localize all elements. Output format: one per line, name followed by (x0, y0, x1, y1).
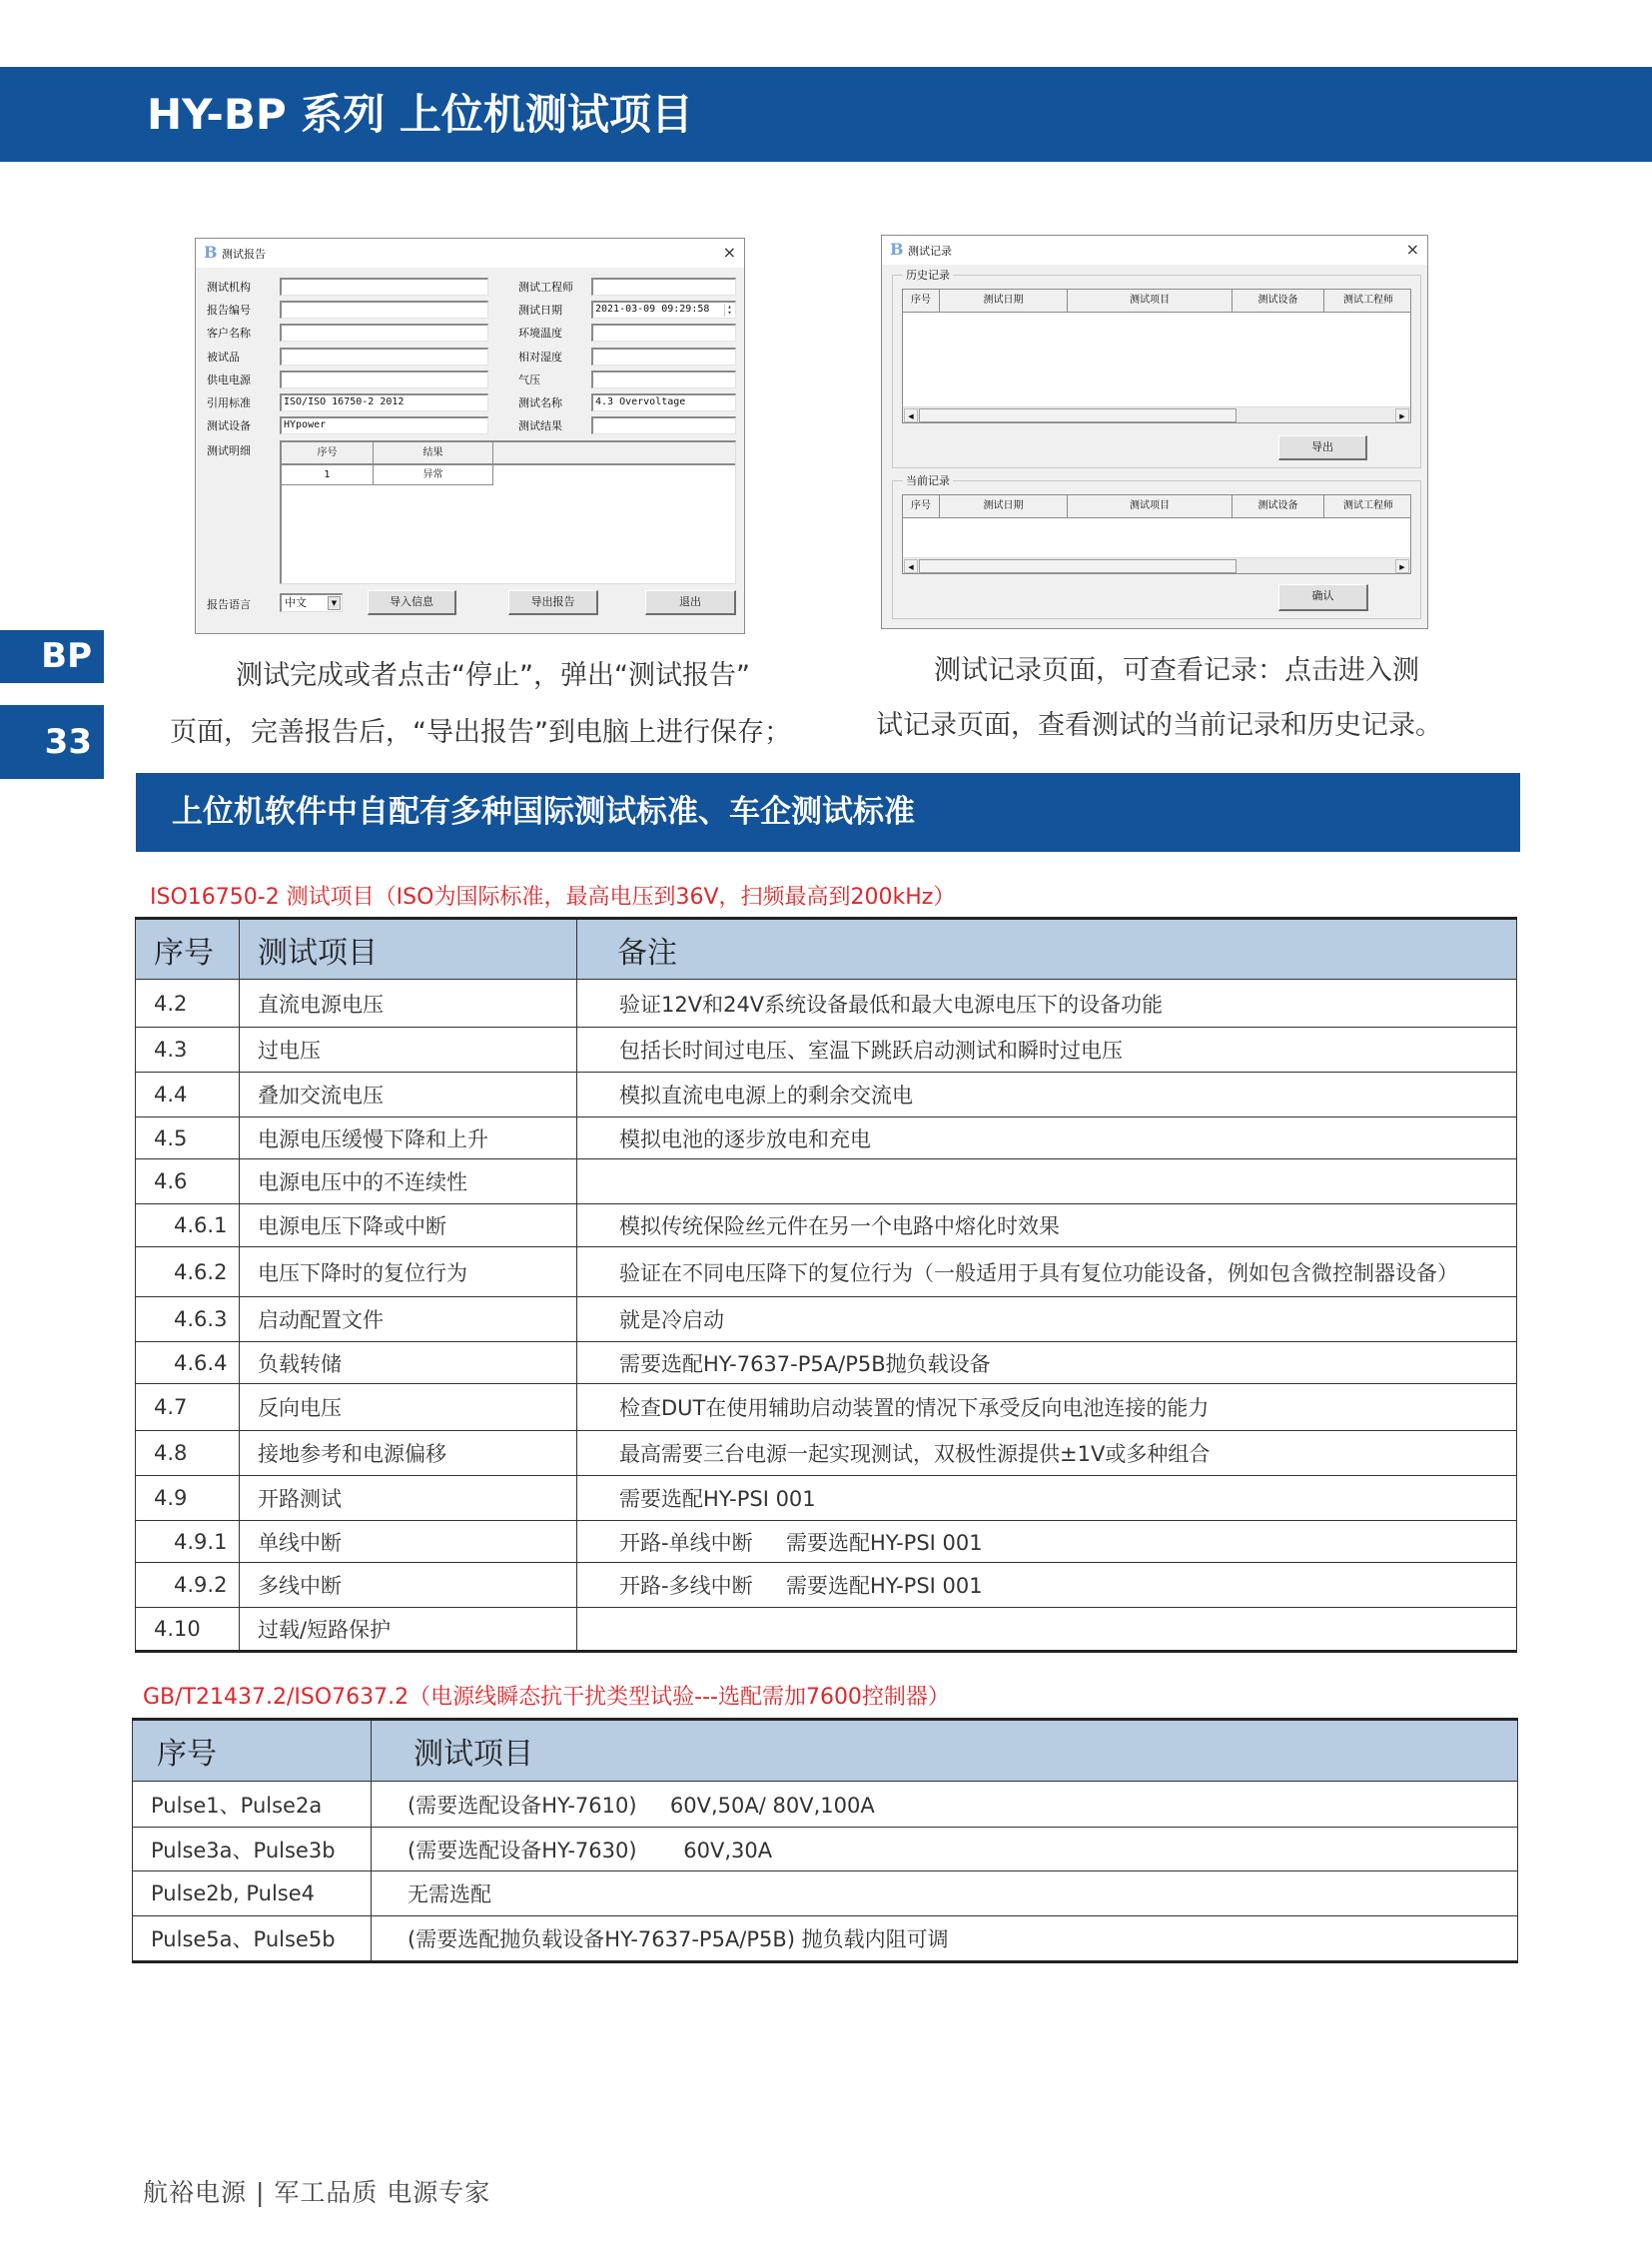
cell-note: 模拟电池的逐步放电和充电 (577, 1118, 1517, 1159)
col-header-note: 备注 (577, 919, 1517, 980)
cell-no: 4.9.2 (136, 1563, 240, 1608)
table-row (136, 1431, 1517, 1476)
test-records-dialog (881, 235, 1428, 629)
table-row (136, 1384, 1517, 1431)
current-records-group (892, 474, 1421, 619)
cell-no: Pulse2b, Pulse4 (133, 1871, 372, 1916)
iso7637-caption: GB/T21437.2/ISO7637.2（电源线瞬态抗干扰类型试验---选配需加7600控制器） (143, 1685, 950, 1710)
export-button[interactable]: 导出 (1278, 435, 1367, 460)
cell-no: Pulse1、Pulse2a (133, 1782, 372, 1828)
language-value: 中文 (285, 596, 307, 609)
humidity-input[interactable] (591, 348, 736, 366)
cell-no: 4.7 (136, 1384, 240, 1431)
field-label: 测试机构 (207, 281, 251, 294)
iso7637-table (132, 1718, 1518, 1963)
scrollbar-thumb[interactable] (919, 408, 1237, 422)
field-label: 测试工程师 (518, 281, 573, 294)
cell-item: 接地参考和电源偏移 (240, 1431, 577, 1476)
cell-no: 4.6 (136, 1159, 240, 1204)
cell-item: 电源电压下降或中断 (240, 1204, 577, 1247)
table-row (136, 1028, 1517, 1073)
cell-item: 启动配置文件 (240, 1297, 577, 1342)
cell-no: 4.3 (136, 1028, 240, 1073)
test-date-picker[interactable] (591, 301, 736, 319)
dialog-title: 测试报告 (222, 248, 266, 261)
cell-note: 最高需要三台电源一起实现测试，双极性源提供±1V或多种组合 (577, 1431, 1517, 1476)
dut-input[interactable] (280, 348, 488, 366)
scroll-right-icon[interactable]: ▶ (1395, 408, 1409, 422)
section-title: 上位机软件中自配有多种国际测试标准、车企测试标准 (172, 794, 915, 830)
export-report-button[interactable]: 导出报告 (508, 590, 598, 615)
page-number-badge: 33 (0, 705, 104, 779)
engineer-input[interactable] (591, 278, 736, 296)
history-records-group (892, 269, 1421, 468)
cell-item: (需要选配设备HY-7630) 60V,30A (372, 1828, 1518, 1871)
power-supply-input[interactable] (280, 371, 488, 388)
col-header-no: 序号 (136, 919, 240, 980)
cell-item: (需要选配设备HY-7610) 60V,50A/ 80V,100A (372, 1782, 1518, 1828)
history-records-list[interactable] (902, 289, 1411, 423)
cell-item: 无需选配 (372, 1871, 1518, 1916)
horizontal-scrollbar[interactable] (903, 406, 1410, 422)
table-row (136, 1073, 1517, 1118)
report-caption-line2: 页面，完善报告后，“导出报告”到电脑上进行保存； (170, 717, 791, 748)
app-b-icon: B (890, 240, 904, 259)
col-header-equipment[interactable]: 测试设备 (1233, 290, 1324, 313)
col-header-no: 序号 (133, 1720, 372, 1782)
cell-no: 4.9 (136, 1476, 240, 1521)
table-row (133, 1916, 1518, 1962)
col-header-engineer[interactable]: 测试工程师 (1324, 290, 1411, 313)
test-name-input[interactable]: 4.3 Overvoltage (591, 393, 736, 411)
cell-note: 模拟传统保险丝元件在另一个电路中熔化时效果 (577, 1204, 1517, 1247)
iso16750-caption: ISO16750-2 测试项目（ISO为国际标准，最高电压到36V，扫频最高到200kHz） (150, 885, 956, 910)
cell-no: 4.6.4 (136, 1342, 240, 1384)
col-header-no[interactable]: 序号 (903, 290, 940, 313)
field-label: 引用标准 (207, 396, 251, 409)
col-header-date[interactable]: 测试日期 (940, 290, 1068, 313)
exit-button[interactable]: 退出 (645, 590, 736, 615)
table-row (136, 1118, 1517, 1159)
history-group-label: 历史记录 (903, 267, 953, 283)
field-label: 客户名称 (207, 327, 251, 340)
dialog-title: 测试记录 (908, 245, 952, 258)
records-caption-line1: 测试记录页面，可查看记录：点击进入测 (934, 655, 1419, 686)
cell-note: 检查DUT在使用辅助启动装置的情况下承受反向电池连接的能力 (577, 1384, 1517, 1431)
scroll-right-icon[interactable]: ▶ (1395, 559, 1409, 573)
cell-note: 包括长时间过电压、室温下跳跃启动测试和瞬时过电压 (577, 1028, 1517, 1073)
page-title: HY-BP 系列 上位机测试项目 (147, 90, 693, 139)
records-caption-line2: 试记录页面，查看测试的当前记录和历史记录。 (876, 710, 1442, 741)
grid-cell-result[interactable]: 异常 (374, 465, 493, 485)
cell-item: 开路测试 (240, 1476, 577, 1521)
import-info-button[interactable]: 导入信息 (368, 590, 456, 615)
dropdown-arrow-icon[interactable]: ▼ (328, 596, 341, 610)
cell-no: 4.10 (136, 1608, 240, 1652)
footer-slogan: 航裕电源 | 军工品质 电源专家 (143, 2178, 491, 2207)
language-label: 报告语言 (207, 598, 251, 611)
field-label: 测试日期 (518, 304, 562, 317)
iso16750-table (135, 917, 1517, 1653)
dialog-titlebar (882, 236, 1427, 265)
col-header-no[interactable]: 序号 (903, 495, 940, 518)
field-label: 测试设备 (207, 419, 251, 432)
detail-label: 测试明细 (207, 444, 251, 457)
cell-note: 开路-多线中断 需要选配HY-PSI 001 (577, 1563, 1517, 1608)
spin-updown-icon[interactable]: ▴ ▾ (724, 304, 734, 317)
cell-no: Pulse3a、Pulse3b (133, 1828, 372, 1871)
cell-note (577, 1608, 1517, 1652)
detail-grid[interactable] (280, 440, 736, 584)
cell-note: 需要选配HY-PSI 001 (577, 1476, 1517, 1521)
table-row (133, 1828, 1518, 1871)
report-number-input[interactable] (280, 301, 488, 319)
field-label: 环境温度 (518, 327, 562, 340)
temperature-input[interactable] (591, 324, 736, 342)
cell-no: 4.8 (136, 1431, 240, 1476)
cell-no: Pulse5a、Pulse5b (133, 1916, 372, 1962)
confirm-button[interactable]: 确认 (1278, 584, 1368, 611)
table-row (136, 1563, 1517, 1608)
cell-item: 电源电压缓慢下降和上升 (240, 1118, 577, 1159)
cell-no: 4.2 (136, 980, 240, 1028)
cell-note: 模拟直流电电源上的剩余交流电 (577, 1073, 1517, 1118)
grid-header-no[interactable]: 序号 (282, 442, 374, 465)
cell-item: 直流电源电压 (240, 980, 577, 1028)
cell-note: 开路-单线中断 需要选配HY-PSI 001 (577, 1521, 1517, 1563)
language-select[interactable] (280, 593, 343, 612)
dialog-titlebar (196, 239, 744, 268)
cell-item: 过载/短路保护 (240, 1608, 577, 1652)
cell-item: 电源电压中的不连续性 (240, 1159, 577, 1204)
cell-no: 4.6.2 (136, 1247, 240, 1297)
scroll-left-icon[interactable]: ◀ (904, 408, 918, 422)
table-row (133, 1871, 1518, 1916)
test-org-input[interactable] (280, 278, 488, 296)
field-label: 相对湿度 (518, 351, 562, 364)
close-icon[interactable]: × (1405, 240, 1419, 259)
col-header-item: 测试项目 (372, 1720, 1518, 1782)
table-row (136, 1342, 1517, 1384)
table-row (136, 1297, 1517, 1342)
table-row (136, 1159, 1517, 1204)
pressure-input[interactable] (591, 371, 736, 388)
series-badge: BP (0, 630, 104, 683)
table-row (136, 1204, 1517, 1247)
cell-note: 就是冷启动 (577, 1297, 1517, 1342)
cell-item: 负载转储 (240, 1342, 577, 1384)
cell-note: 验证在不同电压降下的复位行为（一般适用于具有复位功能设备，例如包含微控制器设备） (577, 1247, 1517, 1297)
cell-no: 4.5 (136, 1118, 240, 1159)
test-result-input[interactable] (591, 416, 736, 434)
cell-note (577, 1159, 1517, 1204)
field-label: 测试结果 (518, 419, 562, 432)
current-group-label: 当前记录 (903, 472, 953, 488)
cell-item: 过电压 (240, 1028, 577, 1073)
table-row (136, 1521, 1517, 1563)
cell-item: (需要选配抛负载设备HY-7637-P5A/P5B) 抛负载内阻可调 (372, 1916, 1518, 1962)
col-header-date[interactable]: 测试日期 (940, 495, 1068, 518)
grid-header-result[interactable]: 结果 (374, 442, 493, 465)
col-header-engineer[interactable]: 测试工程师 (1324, 495, 1411, 518)
field-label: 供电电源 (207, 374, 251, 386)
scrollbar-thumb[interactable] (919, 559, 1237, 573)
cell-no: 4.6.3 (136, 1297, 240, 1342)
cell-item: 电压下降时的复位行为 (240, 1247, 577, 1297)
field-label: 报告编号 (207, 304, 251, 317)
cell-note: 验证12V和24V系统设备最低和最大电源电压下的设备功能 (577, 980, 1517, 1028)
app-b-icon: B (204, 243, 218, 262)
cell-item: 反向电压 (240, 1384, 577, 1431)
col-header-equipment[interactable]: 测试设备 (1233, 495, 1324, 518)
cell-item: 叠加交流电压 (240, 1073, 577, 1118)
cell-note: 需要选配HY-7637-P5A/P5B抛负载设备 (577, 1342, 1517, 1384)
field-label: 测试名称 (518, 396, 562, 409)
table-row (136, 1247, 1517, 1297)
col-header-item[interactable]: 测试项目 (1068, 495, 1233, 518)
table-row (136, 1476, 1517, 1521)
col-header-item: 测试项目 (240, 919, 577, 980)
col-header-item[interactable]: 测试项目 (1068, 290, 1233, 313)
cell-item: 单线中断 (240, 1521, 577, 1563)
cell-no: 4.9.1 (136, 1521, 240, 1563)
customer-name-input[interactable] (280, 324, 488, 342)
scroll-left-icon[interactable]: ◀ (904, 559, 918, 573)
grid-cell-no[interactable]: 1 (282, 465, 374, 485)
equipment-input[interactable]: HYpower (280, 416, 488, 434)
cell-item: 多线中断 (240, 1563, 577, 1608)
table-row (136, 980, 1517, 1028)
field-label: 气压 (518, 374, 540, 386)
report-caption-line1: 测试完成或者点击“停止”，弹出“测试报告” (236, 660, 750, 691)
test-date-value: 2021-03-09 09:29:58 (595, 304, 710, 315)
table-row (133, 1782, 1518, 1828)
cell-no: 4.6.1 (136, 1204, 240, 1247)
current-records-list[interactable] (902, 494, 1411, 574)
standard-input[interactable]: ISO/ISO 16750-2 2012 (280, 393, 488, 411)
horizontal-scrollbar[interactable] (903, 557, 1410, 573)
cell-no: 4.4 (136, 1073, 240, 1118)
table-row (136, 1608, 1517, 1652)
field-label: 被试品 (207, 351, 240, 364)
test-report-dialog (195, 238, 745, 634)
close-icon[interactable]: × (722, 243, 736, 262)
grid-header-empty (493, 442, 736, 465)
